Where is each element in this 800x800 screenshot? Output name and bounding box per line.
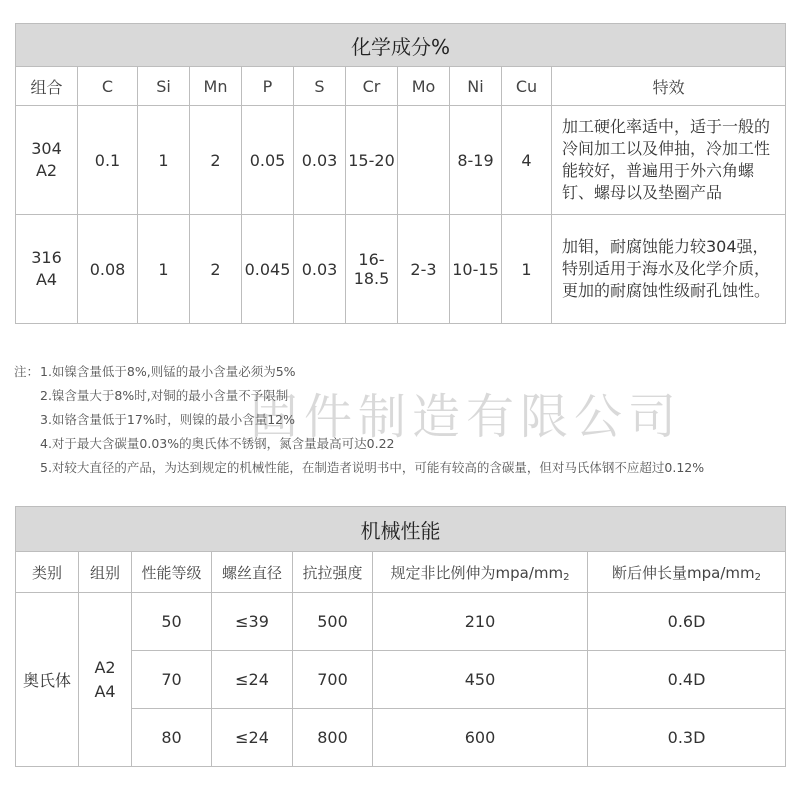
chemical-composition-table bbox=[15, 23, 786, 324]
column-header bbox=[373, 552, 588, 593]
tensile-cell: 500 bbox=[293, 593, 373, 651]
table-row bbox=[16, 106, 786, 215]
note-item bbox=[14, 384, 794, 408]
grade-cell: 50 bbox=[132, 593, 212, 651]
elongation-header-text: 断后伸长量mpa/mm bbox=[612, 563, 755, 582]
tensile-cell: 700 bbox=[293, 651, 373, 709]
cu-cell: 1 bbox=[502, 215, 552, 324]
yield-cell: 450 bbox=[373, 651, 588, 709]
tensile-cell: 800 bbox=[293, 709, 373, 767]
ni-cell: 8-19 bbox=[450, 106, 502, 215]
diameter-cell: ≤24 bbox=[212, 709, 293, 767]
column-header: Ni bbox=[450, 67, 502, 106]
table-row bbox=[16, 709, 786, 767]
note-text: 3.如铬含量低于17%时，则镍的最小含量12% bbox=[40, 412, 295, 427]
mechanical-properties-table bbox=[15, 506, 786, 767]
grade-cell: 70 bbox=[132, 651, 212, 709]
diameter-cell: ≤24 bbox=[212, 651, 293, 709]
column-header: 螺丝直径 bbox=[212, 552, 293, 593]
column-header: C bbox=[78, 67, 138, 106]
diameter-cell: ≤39 bbox=[212, 593, 293, 651]
notes-section bbox=[14, 360, 794, 480]
table-row bbox=[16, 593, 786, 651]
column-header: Si bbox=[138, 67, 190, 106]
yield-header-text: 规定非比例伸为mpa/mm bbox=[390, 563, 564, 582]
column-header: P bbox=[242, 67, 294, 106]
c-cell: 0.08 bbox=[78, 215, 138, 324]
note-text: 4.对于最大含碳量0.03%的奥氏体不锈钢，氮含量最高可达0.22 bbox=[40, 436, 395, 451]
effect-cell: 加钼，耐腐蚀能力较304强，特别适用于海水及化学介质，更加的耐腐蚀性级耐孔蚀性。 bbox=[552, 215, 786, 324]
column-header: 抗拉强度 bbox=[293, 552, 373, 593]
mo-cell bbox=[398, 106, 450, 215]
si-cell: 1 bbox=[138, 215, 190, 324]
column-header: Mn bbox=[190, 67, 242, 106]
table-row bbox=[16, 651, 786, 709]
c-cell: 0.1 bbox=[78, 106, 138, 215]
column-header: S bbox=[294, 67, 346, 106]
cr-cell: 16-18.5 bbox=[346, 215, 398, 324]
column-header bbox=[588, 552, 786, 593]
mn-cell: 2 bbox=[190, 106, 242, 215]
group-code: A4 bbox=[94, 681, 116, 701]
chemical-header-row bbox=[16, 67, 786, 106]
p-cell: 0.05 bbox=[242, 106, 294, 215]
s-cell: 0.03 bbox=[294, 215, 346, 324]
column-header: Cr bbox=[346, 67, 398, 106]
mechanical-header-row bbox=[16, 552, 786, 593]
column-header: 性能等级 bbox=[132, 552, 212, 593]
s-cell: 0.03 bbox=[294, 106, 346, 215]
note-item bbox=[14, 432, 794, 456]
table-row bbox=[16, 215, 786, 324]
mo-cell: 2-3 bbox=[398, 215, 450, 324]
cr-cell: 15-20 bbox=[346, 106, 398, 215]
yield-cell: 210 bbox=[373, 593, 588, 651]
column-header: Cu bbox=[502, 67, 552, 106]
elongation-cell: 0.6D bbox=[588, 593, 786, 651]
column-header: 组别 bbox=[79, 552, 132, 593]
chemical-table-title: 化学成分% bbox=[16, 24, 786, 67]
note-item bbox=[14, 360, 794, 384]
unit-subscript: 2 bbox=[563, 571, 570, 583]
yield-cell: 600 bbox=[373, 709, 588, 767]
cu-cell: 4 bbox=[502, 106, 552, 215]
column-header: 类别 bbox=[16, 552, 79, 593]
grade-number: 304 bbox=[31, 139, 62, 158]
group-code: A2 bbox=[94, 657, 116, 677]
group-cell bbox=[79, 593, 132, 767]
note-text: 5.对较大直径的产品，为达到规定的机械性能，在制造者说明书中，可能有较高的含碳量，但对马氏体钢不应超过0.12% bbox=[40, 460, 705, 475]
grade-cell bbox=[16, 106, 78, 215]
note-item bbox=[14, 456, 794, 480]
ni-cell: 10-15 bbox=[450, 215, 502, 324]
elongation-cell: 0.4D bbox=[588, 651, 786, 709]
si-cell: 1 bbox=[138, 106, 190, 215]
company-watermark: 固件制造有限公司 bbox=[250, 389, 683, 445]
column-header: Mo bbox=[398, 67, 450, 106]
grade-cell bbox=[16, 215, 78, 324]
notes-prefix: 注： bbox=[14, 364, 40, 379]
p-cell: 0.045 bbox=[242, 215, 294, 324]
column-header: 组合 bbox=[16, 67, 78, 106]
column-header: 特效 bbox=[552, 67, 786, 106]
grade-code: A2 bbox=[35, 161, 58, 180]
note-text: 2.镍含量大于8%时,对铜的最小含量不予限制 bbox=[40, 388, 289, 403]
category-cell: 奥氏体 bbox=[16, 593, 79, 767]
unit-subscript: 2 bbox=[754, 571, 762, 583]
note-item bbox=[14, 408, 794, 432]
grade-number: 316 bbox=[31, 248, 62, 267]
mn-cell: 2 bbox=[190, 215, 242, 324]
grade-code: A4 bbox=[35, 270, 58, 289]
note-text: 1.如镍含量低于8%,则锰的最小含量必须为5% bbox=[40, 364, 296, 379]
grade-cell: 80 bbox=[132, 709, 212, 767]
mechanical-table-title: 机械性能 bbox=[16, 507, 786, 552]
elongation-cell: 0.3D bbox=[588, 709, 786, 767]
effect-cell: 加工硬化率适中，适于一般的冷间加工以及伸抽，冷加工性能较好，普遍用于外六角螺钉、螺母以及垫圈产品 bbox=[552, 106, 786, 215]
